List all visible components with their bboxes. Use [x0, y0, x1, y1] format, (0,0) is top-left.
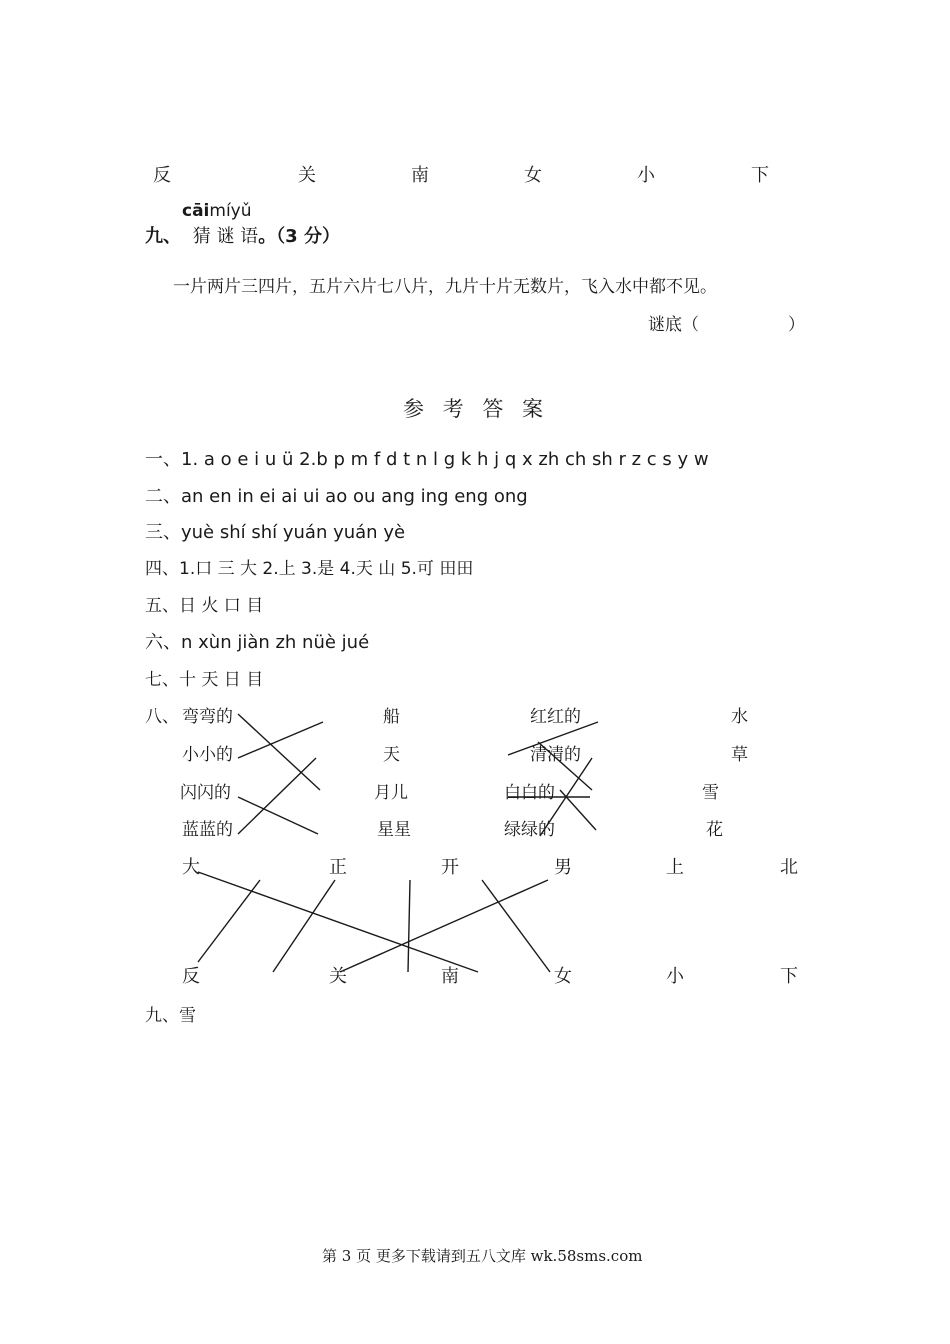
- opp-top: 正: [329, 857, 347, 878]
- answer-9: 九、雪: [145, 1006, 196, 1026]
- match-left2: 白白的: [504, 783, 555, 803]
- opp-bottom: 下: [780, 966, 798, 987]
- match-line: [560, 790, 596, 830]
- match-left1: 蓝蓝的: [182, 820, 233, 840]
- match-right1: 月儿: [374, 783, 408, 803]
- match-right2: 雪: [702, 783, 719, 803]
- match-left1: 弯弯的: [182, 707, 233, 727]
- match-right2: 草: [731, 745, 748, 765]
- match-right1: 天: [383, 745, 400, 765]
- match-line: [238, 714, 320, 790]
- match-left2: 清清的: [530, 745, 581, 765]
- match-left1: 小小的: [182, 745, 233, 765]
- q9-riddle: 一片两片三四片，五片六片七八片，九片十片无数片，飞入水中都不见。: [173, 277, 717, 297]
- top-char: 小: [637, 165, 655, 186]
- opp-bottom: 女: [554, 966, 572, 987]
- opp-line: [408, 880, 410, 972]
- answers-title: 参 考 答 案: [403, 397, 550, 421]
- q9-score: 。（3 分）: [258, 226, 340, 247]
- match-left2: 红红的: [530, 707, 581, 727]
- opp-line: [198, 872, 478, 972]
- match-right1: 船: [383, 707, 400, 727]
- opp-bottom: 小: [666, 966, 684, 987]
- opp-line: [273, 880, 335, 972]
- top-char: 反: [153, 165, 171, 186]
- opp-top: 开: [441, 857, 459, 878]
- answer-7: 七、十 天 日 目: [145, 670, 264, 690]
- q9-answer-label: 谜底（: [648, 315, 699, 335]
- footer: 第 3 页 更多下载请到五八文库 wk.58sms.com: [322, 1247, 643, 1265]
- answer-5: 五、日 火 口 目: [145, 596, 264, 616]
- match-line: [238, 758, 316, 834]
- answer-6: 六、n xùn jiàn zh nüè jué: [145, 632, 370, 653]
- q9-answer-close: ）: [788, 315, 805, 335]
- match-line: [508, 722, 598, 755]
- q9-number: 九、: [145, 226, 181, 247]
- opp-line: [198, 880, 260, 962]
- match-left2: 绿绿的: [504, 820, 555, 840]
- answer-2: 二、an en in ei ai ui ao ou ang ing eng ong: [145, 486, 528, 507]
- match-line: [238, 797, 318, 834]
- match-right2: 水: [731, 707, 748, 727]
- match-left1: 闪闪的: [180, 783, 231, 803]
- opp-top: 上: [666, 857, 684, 878]
- q9-pinyin-bold: cāi: [182, 201, 210, 221]
- q9-pinyin-rest: míyǔ: [209, 201, 252, 221]
- q9-heading: 猜 谜 语: [192, 226, 259, 247]
- match-right1: 星星: [377, 820, 411, 840]
- answer-1: 一、1. a o e i u ü 2.b p m f d t n l g k h j q x zh ch sh r z c s y w: [145, 449, 709, 470]
- top-char: 关: [298, 165, 316, 186]
- answer-4: 四、1.口 三 大 2.上 3.是 4.天 山 5.可 田田: [145, 559, 474, 579]
- answer-3: 三、yuè shí shí yuán yuán yè: [145, 522, 406, 543]
- opp-top: 北: [780, 857, 798, 878]
- answer-8-prefix: 八、: [145, 707, 179, 727]
- opp-bottom: 关: [329, 966, 347, 987]
- top-char: 女: [524, 165, 542, 186]
- match-line: [538, 742, 592, 790]
- opp-bottom: 南: [441, 966, 459, 987]
- match-right2: 花: [706, 820, 723, 840]
- top-char: 下: [751, 165, 769, 186]
- opp-bottom: 反: [182, 966, 200, 987]
- opp-top: 大: [182, 857, 200, 878]
- top-char: 南: [411, 165, 429, 186]
- opp-top: 男: [554, 857, 572, 878]
